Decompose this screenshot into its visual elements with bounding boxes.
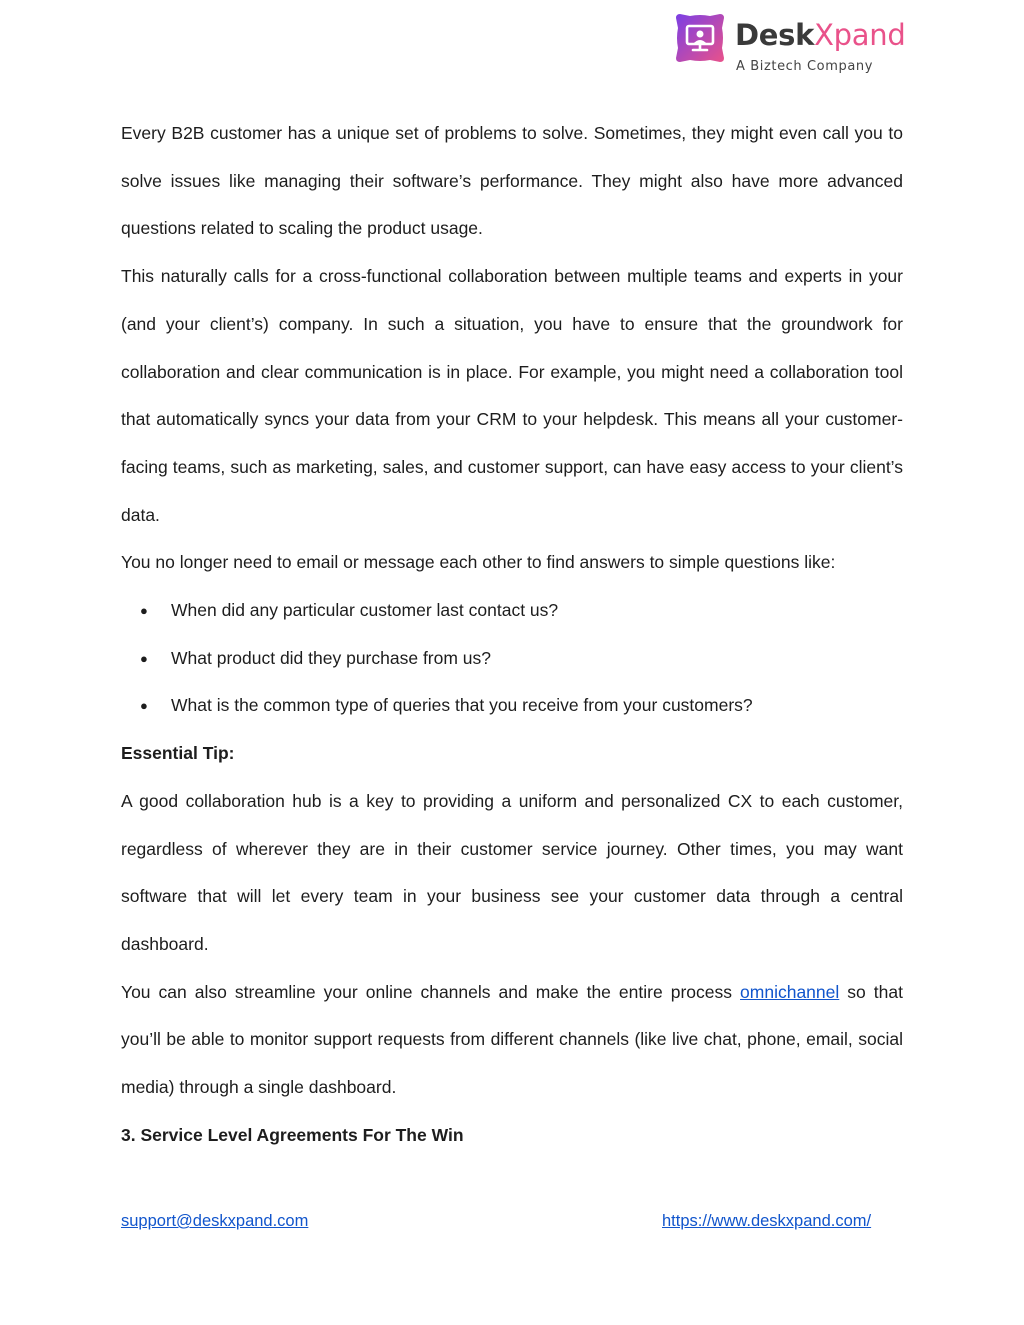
paragraph-intro: Every B2B customer has a unique set of problems to solve. Sometimes, they might even call you to solve issues like managing their software’s performance. They might also have more advanced questions related to scaling the product usage.: [121, 123, 903, 239]
logo-word-xpand: Xpand: [814, 18, 906, 52]
paragraph-omnichannel: [121, 969, 903, 1112]
list-item: [121, 587, 903, 635]
document-body: [121, 110, 903, 1159]
list-item: [121, 682, 903, 730]
omnichannel-link[interactable]: omnichannel: [740, 981, 840, 1002]
bullet-icon: ●: [140, 698, 148, 714]
logo-word-desk: Desk: [735, 18, 815, 52]
paragraph-questions: You no longer need to email or message each other to find answers to simple questions like:: [121, 552, 836, 573]
footer-email-link[interactable]: support@deskxpand.com: [121, 1212, 309, 1230]
question-list: [121, 587, 903, 730]
paragraph-collaboration: This naturally calls for a cross-functional collaboration between multiple teams and experts in your (and your client’s) company. In such a situation, you have to ensure that the groundwork for collaboration and clear communication is in place. For example, you might need a collaboration tool that automatically syncs your data from your CRM to your helpdesk. This means all your customer-facing teams, such as marketing, sales, and customer support, can have easy access to your client’s data.: [121, 266, 903, 525]
list-item: [121, 635, 903, 683]
paragraph-tip: A good collaboration hub is a key to providing a uniform and personalized CX to each customer, regardless of wherever they are in their customer service journey. Other times, you may want software that will let every team in your business see your customer data through a central dashboard.: [121, 790, 903, 954]
bullet-icon: ●: [140, 603, 148, 619]
logo-wordmark: [735, 18, 905, 52]
omni-text-after: so that you’ll be able to monitor support requests from different channels (like live chat, phone, email, social media) through a single dashboard.: [121, 981, 903, 1098]
list-item-text: What product did they purchase from us?: [171, 647, 492, 668]
list-item-text: When did any particular customer last contact us?: [171, 600, 559, 621]
tip-heading: Essential Tip:: [121, 743, 235, 764]
logo-tagline: A Biztech Company: [736, 59, 874, 74]
section-heading: 3. Service Level Agreements For The Win: [121, 1124, 464, 1145]
deskxpand-logo-icon: [672, 10, 728, 66]
footer-website-link[interactable]: https://www.deskxpand.com/: [662, 1212, 872, 1230]
bullet-icon: ●: [140, 650, 148, 666]
deskxpand-logo: [672, 10, 912, 78]
list-item-text: What is the common type of queries that you receive from your customers?: [171, 695, 753, 716]
omni-text-before: You can also streamline your online channels and make the entire process: [121, 981, 741, 1002]
